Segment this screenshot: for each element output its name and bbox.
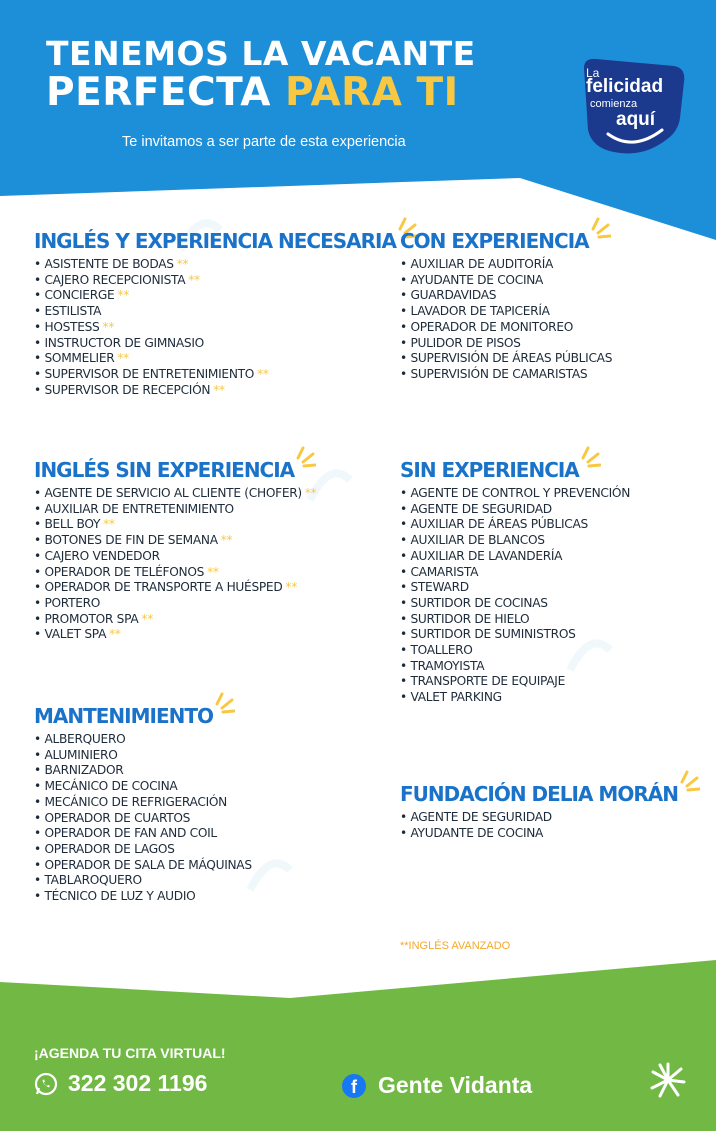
- section-mantenimiento: [34, 704, 252, 905]
- english-required-mark: **: [188, 272, 200, 287]
- job-item-label: TOALLERO: [410, 643, 473, 658]
- sparkle-icon: [294, 446, 316, 468]
- job-item: [400, 674, 630, 690]
- job-item: [34, 320, 396, 336]
- english-required-mark: **: [117, 351, 129, 366]
- job-item: [400, 627, 630, 643]
- job-item-label: MECÁNICO DE COCINA: [44, 779, 178, 794]
- section-title-text: INGLÉS Y EXPERIENCIA NECESARIA: [34, 229, 396, 253]
- job-item: [400, 320, 612, 336]
- job-item-label: SUPERVISOR DE ENTRETENIMIENTO: [44, 366, 255, 381]
- badge-line3: comienza: [590, 98, 638, 110]
- english-required-mark: **: [285, 580, 298, 595]
- job-item-label: AGENTE DE CONTROL Y PREVENCIÓN: [410, 486, 631, 500]
- job-list: [400, 486, 630, 706]
- section-title-text: SIN EXPERIENCIA: [400, 458, 579, 482]
- sparkle-icon: [589, 217, 611, 239]
- job-item: [34, 627, 316, 643]
- job-item: [400, 565, 630, 581]
- job-item: [34, 873, 252, 889]
- job-item: [34, 517, 316, 533]
- english-required-mark: **: [103, 517, 115, 532]
- section-title: [400, 782, 678, 806]
- headline-para-ti: PARA TI: [285, 70, 459, 115]
- subtitle: Te invitamos a ser parte de esta experiencia: [122, 134, 406, 150]
- section-title: [34, 458, 294, 482]
- section-ingles-sin-experiencia: [34, 458, 316, 643]
- facebook-contact[interactable]: [342, 1072, 532, 1099]
- english-required-mark: **: [220, 533, 233, 548]
- job-item: [34, 779, 252, 795]
- job-item-label: SUPERVISIÓN DE ÁREAS PÚBLICAS: [410, 351, 613, 366]
- whatsapp-contact[interactable]: [34, 1070, 207, 1097]
- job-item: [34, 367, 396, 383]
- job-item-label: CAMARISTA: [410, 564, 479, 579]
- job-item-label: TRAMOYISTA: [410, 658, 485, 673]
- section-title-text: FUNDACIÓN DELIA MORÁN: [400, 782, 678, 806]
- cta-text: ¡AGENDA TU CITA VIRTUAL!: [34, 1045, 226, 1061]
- job-item: [34, 612, 316, 628]
- job-item-label: OPERADOR DE MONITOREO: [410, 319, 574, 334]
- job-item-label: HOSTESS: [44, 319, 100, 334]
- job-item: [400, 643, 630, 659]
- job-item: [400, 596, 630, 612]
- job-item-label: ASISTENTE DE BODAS: [44, 257, 174, 271]
- job-item: [400, 826, 678, 842]
- whatsapp-icon: [34, 1072, 58, 1096]
- job-item: [400, 273, 612, 289]
- job-item-label: AYUDANTE DE COCINA: [410, 272, 544, 287]
- job-item: [400, 549, 630, 565]
- job-item-label: VALET SPA: [44, 627, 107, 642]
- job-item: [34, 336, 396, 352]
- facebook-page-name: Gente Vidanta: [378, 1072, 533, 1098]
- job-item: [34, 351, 396, 367]
- job-item-label: CAJERO RECEPCIONISTA: [44, 272, 186, 287]
- job-item: [34, 858, 252, 874]
- section-title: [400, 458, 579, 482]
- job-item-label: LAVADOR DE TAPICERÍA: [410, 304, 550, 319]
- job-item: [400, 502, 630, 518]
- job-item: [34, 486, 316, 502]
- job-item: [34, 257, 396, 273]
- job-item-label: SUPERVISIÓN DE CAMARISTAS: [410, 366, 588, 381]
- job-item: [400, 367, 612, 383]
- job-item: [400, 288, 612, 304]
- job-list: [34, 486, 316, 643]
- phone-number: 322 302 1196: [68, 1070, 208, 1096]
- vidanta-logo-icon: [648, 1060, 688, 1100]
- felicidad-badge: [578, 56, 688, 160]
- job-item-label: SURTIDOR DE COCINAS: [410, 595, 548, 610]
- job-item-label: AGENTE DE SEGURIDAD: [410, 810, 552, 824]
- english-required-mark: **: [257, 366, 269, 381]
- job-item-label: AGENTE DE SEGURIDAD: [410, 501, 552, 516]
- job-list: [34, 732, 252, 905]
- job-item-label: ALUMINIERO: [44, 747, 118, 762]
- job-item-label: OPERADOR DE FAN AND COIL: [44, 826, 217, 841]
- job-item: [34, 596, 316, 612]
- job-item-label: VALET PARKING: [410, 690, 502, 705]
- job-list: [34, 257, 396, 398]
- badge-line4: aquí: [616, 109, 656, 130]
- job-item: [34, 842, 252, 858]
- job-list: [400, 810, 678, 841]
- job-item-label: SURTIDOR DE SUMINISTROS: [410, 627, 576, 642]
- job-item: [34, 748, 252, 764]
- job-item-label: ESTILISTA: [44, 304, 102, 319]
- badge-line1: La: [586, 66, 600, 80]
- job-item-label: PULIDOR DE PISOS: [410, 335, 521, 350]
- headline-line2: [46, 72, 476, 114]
- job-item-label: OPERADOR DE TRANSPORTE A HUÉSPED: [44, 580, 283, 595]
- section-title: [34, 229, 396, 253]
- sparkle-icon: [579, 446, 601, 468]
- job-item: [34, 826, 252, 842]
- job-item-label: TRANSPORTE DE EQUIPAJE: [410, 674, 565, 689]
- job-item-label: OPERADOR DE SALA DE MÁQUINAS: [44, 857, 252, 872]
- section-title: [400, 229, 589, 253]
- job-item-label: OPERADOR DE CUARTOS: [44, 810, 191, 825]
- english-required-mark: **: [141, 611, 154, 626]
- job-item: [400, 304, 612, 320]
- english-required-mark: **: [117, 288, 129, 303]
- job-item-label: PORTERO: [44, 595, 101, 610]
- badge-line2: felicidad: [586, 76, 664, 97]
- job-item: [34, 288, 396, 304]
- job-item: [400, 351, 612, 367]
- job-item-label: SOMMELIER: [44, 351, 115, 366]
- job-item: [400, 336, 612, 352]
- job-list: [400, 257, 612, 383]
- job-item-label: ALBERQUERO: [44, 732, 126, 746]
- job-item: [34, 795, 252, 811]
- english-required-mark: **: [176, 257, 189, 271]
- sparkle-icon: [213, 692, 235, 714]
- facebook-icon: f: [342, 1074, 366, 1098]
- section-sin-experiencia: [400, 458, 630, 706]
- job-item-label: OPERADOR DE TELÉFONOS: [44, 564, 205, 579]
- job-item-label: AUXILIAR DE ENTRETENIMIENTO: [44, 501, 234, 516]
- job-item: [34, 549, 316, 565]
- section-title-text: INGLÉS SIN EXPERIENCIA: [34, 458, 295, 482]
- job-item: [34, 811, 252, 827]
- job-item-label: AUXILIAR DE LAVANDERÍA: [410, 548, 563, 563]
- job-item-label: BOTONES DE FIN DE SEMANA: [44, 533, 218, 548]
- job-item-label: AYUDANTE DE COCINA: [410, 825, 544, 840]
- job-item-label: TÉCNICO DE LUZ Y AUDIO: [44, 889, 196, 904]
- job-item: [34, 304, 396, 320]
- badge-text: [578, 56, 688, 160]
- job-item-label: AUXILIAR DE BLANCOS: [410, 533, 545, 548]
- sparkle-icon: [678, 770, 700, 792]
- section-fundacion: [400, 782, 678, 841]
- section-ingles-experiencia: [34, 229, 396, 398]
- job-item: [34, 580, 316, 596]
- job-item-label: SUPERVISOR DE RECEPCIÓN: [44, 382, 211, 397]
- job-item-label: MECÁNICO DE REFRIGERACIÓN: [44, 794, 227, 809]
- english-required-mark: **: [109, 627, 121, 642]
- job-item-label: AUXILIAR DE AUDITORÍA: [410, 257, 554, 271]
- job-item-label: CAJERO VENDEDOR: [44, 548, 160, 563]
- job-item: [34, 732, 252, 748]
- job-item: [34, 502, 316, 518]
- job-item-label: STEWARD: [410, 580, 469, 595]
- job-item: [400, 690, 630, 706]
- headline: [46, 36, 476, 114]
- job-item-label: INSTRUCTOR DE GIMNASIO: [44, 335, 204, 350]
- job-item: [400, 257, 612, 273]
- job-item-label: GUARDAVIDAS: [410, 288, 497, 303]
- section-title-text: CON EXPERIENCIA: [400, 229, 589, 253]
- job-item-label: AGENTE DE SERVICIO AL CLIENTE (CHOFER): [44, 486, 302, 500]
- job-item: [400, 533, 630, 549]
- job-item-label: CONCIERGE: [44, 288, 115, 303]
- job-item-label: BARNIZADOR: [44, 763, 124, 778]
- job-item: [34, 763, 252, 779]
- job-item: [34, 565, 316, 581]
- headline-perfecta: PERFECTA: [46, 70, 271, 115]
- job-item: [34, 273, 396, 289]
- job-item-label: OPERADOR DE LAGOS: [44, 841, 175, 856]
- job-item-label: TABLAROQUERO: [44, 873, 142, 888]
- job-item: [400, 517, 630, 533]
- job-item-label: PROMOTOR SPA: [44, 611, 139, 626]
- job-item: [34, 533, 316, 549]
- section-con-experiencia: [400, 229, 612, 383]
- english-required-mark: **: [207, 564, 219, 579]
- section-title-text: MANTENIMIENTO: [34, 704, 213, 728]
- job-item: [400, 810, 678, 826]
- english-required-mark: **: [304, 486, 317, 500]
- job-item-label: SURTIDOR DE HIELO: [410, 611, 530, 626]
- footnote-ingles-avanzado: **INGLÉS AVANZADO: [400, 940, 511, 952]
- job-item-label: BELL BOY: [44, 517, 101, 532]
- job-item: [400, 659, 630, 675]
- headline-line1: TENEMOS LA VACANTE: [46, 34, 476, 73]
- section-title: [34, 704, 213, 728]
- english-required-mark: **: [102, 319, 115, 334]
- english-required-mark: **: [213, 382, 225, 397]
- job-item-label: AUXILIAR DE ÁREAS PÚBLICAS: [410, 517, 588, 532]
- job-item: [400, 486, 630, 502]
- job-item: [400, 580, 630, 596]
- job-item: [34, 383, 396, 399]
- job-item: [34, 889, 252, 905]
- job-item: [400, 612, 630, 628]
